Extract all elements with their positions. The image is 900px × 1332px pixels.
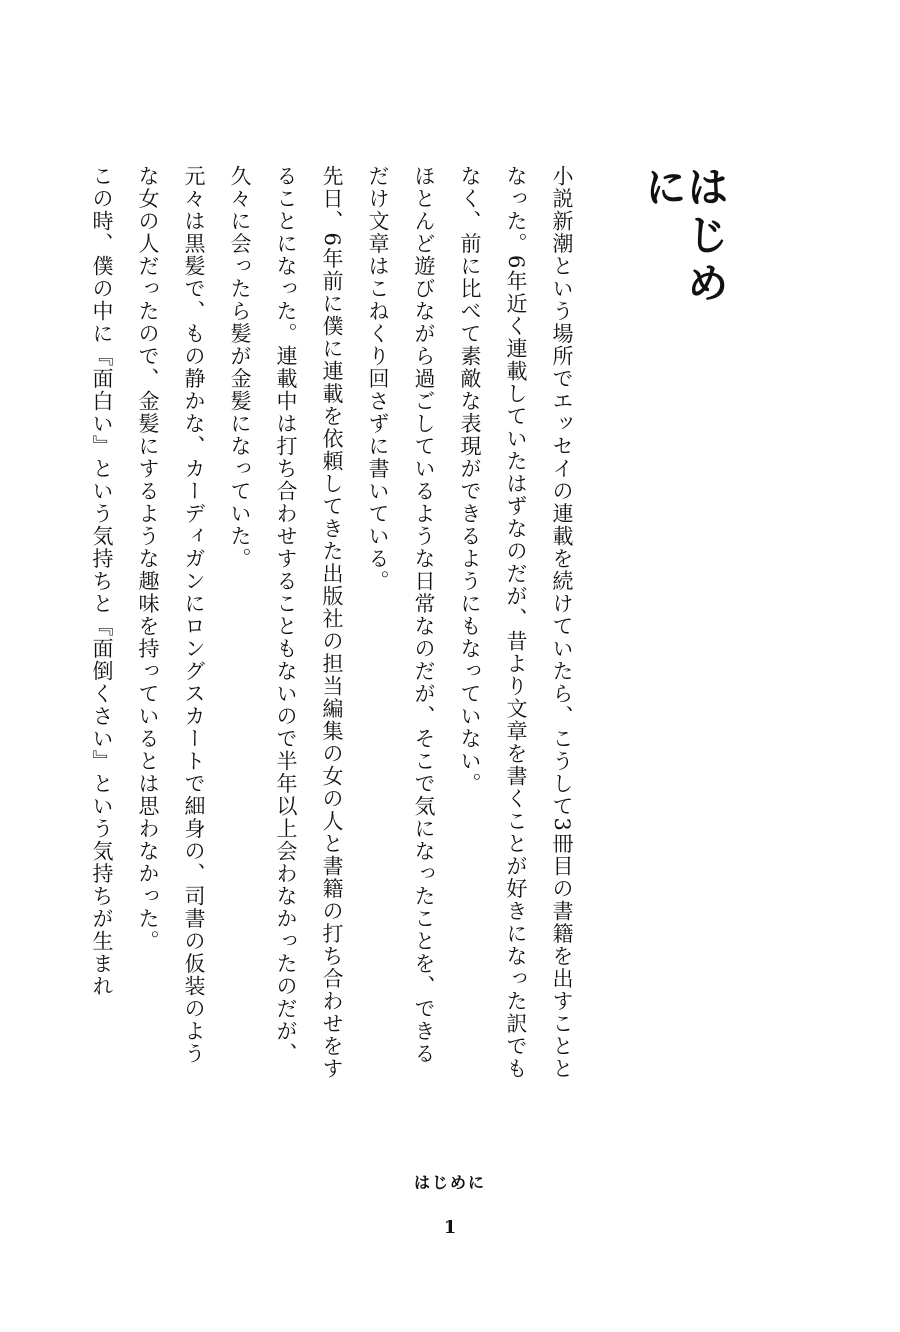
page-number: 1 xyxy=(443,1217,457,1238)
paragraph: 小説新潮という場所でエッセイの連載を続けていたら、こうして3冊目の書籍を出すこととなった。6年近く連載していたはずなのだが、昔より文章を書くことが好きになった訳でもなく、前に比べて素敵な表現ができるようにもなっていない。 xyxy=(458,165,574,1080)
paragraph: ほとんど遊びながら過ごしているような日常なのだが、そこで気になったことを、できるだけ文章はこねくり回さずに書いている。 xyxy=(366,165,436,1065)
paragraph: 先日、6年前に僕に連載を依頼してきた出版社の担当編集の女の人と書籍の打ち合わせをすることになった。連載中は打ち合わせすることもないので半年以上会わなかったのだが、久々に会ったら髪が金髪になっていた。 xyxy=(228,165,344,1080)
chapter-title: はじめに xyxy=(639,165,730,309)
paragraph: 元々は黒髪で、もの静かな、カーディガンにロングスカートで細身の、司書の仮装のような女の人だったので、金髪にするような趣味を持っているとは思わなかった。 xyxy=(136,165,206,1065)
running-head: はじめに xyxy=(413,1173,486,1192)
paragraph: この時、僕の中に『面白い』という気持ちと『面倒くさい』という気持ちが生まれ xyxy=(90,165,114,998)
body-text xyxy=(90,165,585,1085)
